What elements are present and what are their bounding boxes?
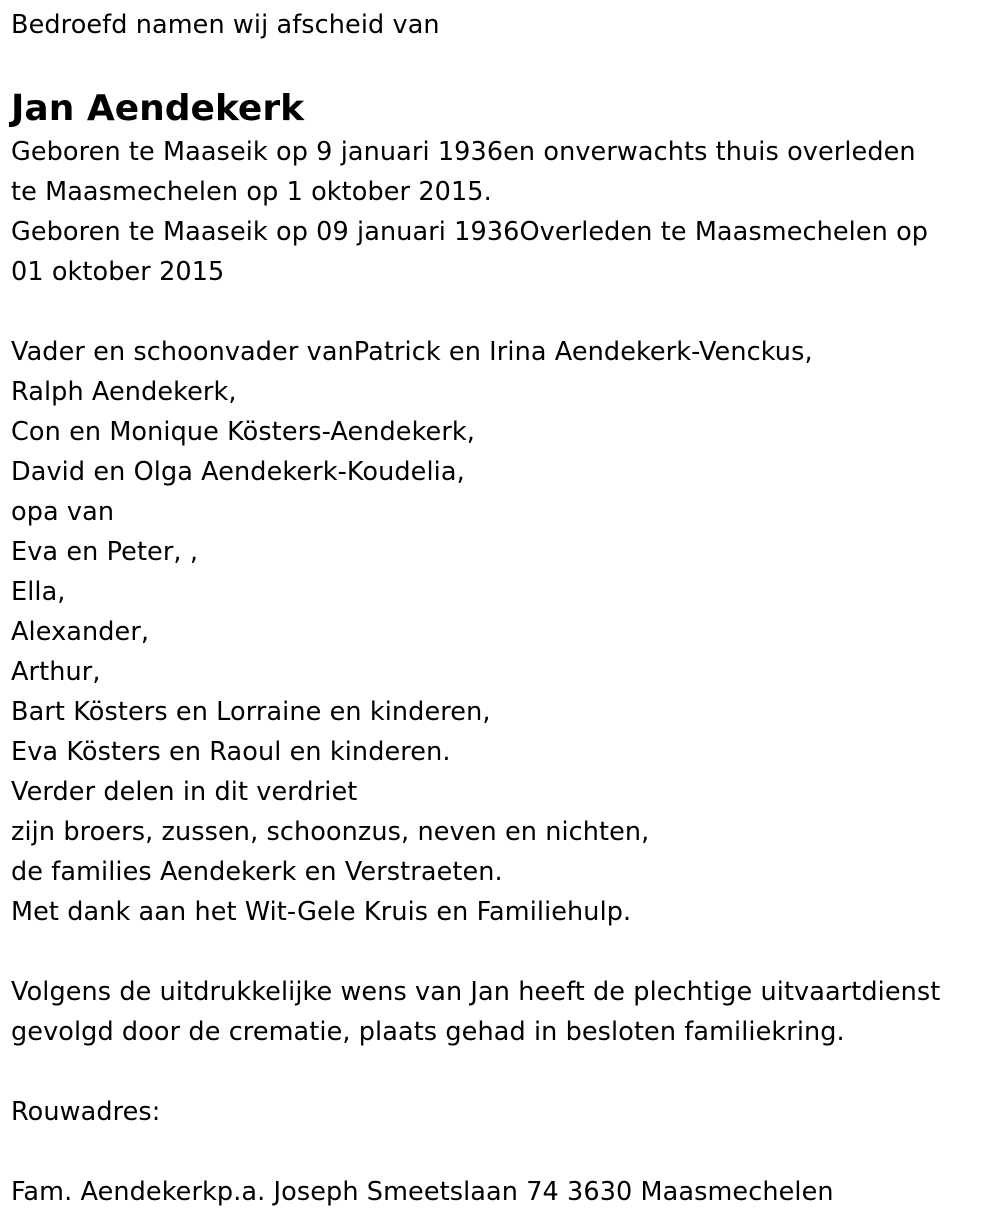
mourning-address: Fam. Aendekerkp.a. Joseph Smeetslaan 74 3630 Maasmechelen — [11, 1177, 834, 1207]
address-label: Rouwadres: — [11, 1097, 161, 1127]
intro-text: Bedroefd namen wij afscheid van — [11, 10, 440, 40]
spacer — [11, 292, 1000, 332]
family-line: Arthur, — [11, 657, 101, 687]
family-line: Eva Kösters en Raoul en kinderen. — [11, 737, 451, 767]
birth-death-section — [11, 132, 1000, 292]
spacer — [11, 932, 1000, 972]
family-section — [11, 332, 1000, 932]
birth-line: Geboren te Maaseik op 9 januari 1936en onverwachts thuis overleden — [11, 137, 916, 167]
family-line: Ella, — [11, 577, 66, 607]
family-line: David en Olga Aendekerk-Koudelia, — [11, 457, 465, 487]
family-line: Alexander, — [11, 617, 150, 647]
ceremony-section — [11, 972, 1000, 1052]
family-line: de families Aendekerk en Verstraeten. — [11, 857, 503, 887]
ceremony-line: Volgens de uitdrukkelijke wens van Jan heeft de plechtige uitvaartdienst — [11, 977, 941, 1007]
family-line: zijn broers, zussen, schoonzus, neven en nichten, — [11, 817, 650, 847]
family-line: Met dank aan het Wit-Gele Kruis en Familiehulp. — [11, 897, 632, 927]
deceased-name: Jan Aendekerk — [11, 88, 305, 129]
birth-line: Geboren te Maaseik op 09 januari 1936Overleden te Maasmechelen op — [11, 217, 929, 247]
family-line: Verder delen in dit verdriet — [11, 777, 358, 807]
spacer — [11, 1052, 1000, 1092]
family-line: opa van — [11, 497, 115, 527]
birth-line: 01 oktober 2015 — [11, 257, 225, 287]
birth-line: te Maasmechelen op 1 oktober 2015. — [11, 177, 492, 207]
family-line: Bart Kösters en Lorraine en kinderen, — [11, 697, 491, 727]
ceremony-line: gevolgd door de crematie, plaats gehad in besloten familiekring. — [11, 1017, 845, 1047]
family-line: Con en Monique Kösters-Aendekerk, — [11, 417, 475, 447]
spacer — [11, 1132, 1000, 1172]
family-line: Eva en Peter, , — [11, 537, 199, 567]
family-line: Ralph Aendekerk, — [11, 377, 237, 407]
family-line: Vader en schoonvader vanPatrick en Irina Aendekerk-Venckus, — [11, 337, 813, 367]
